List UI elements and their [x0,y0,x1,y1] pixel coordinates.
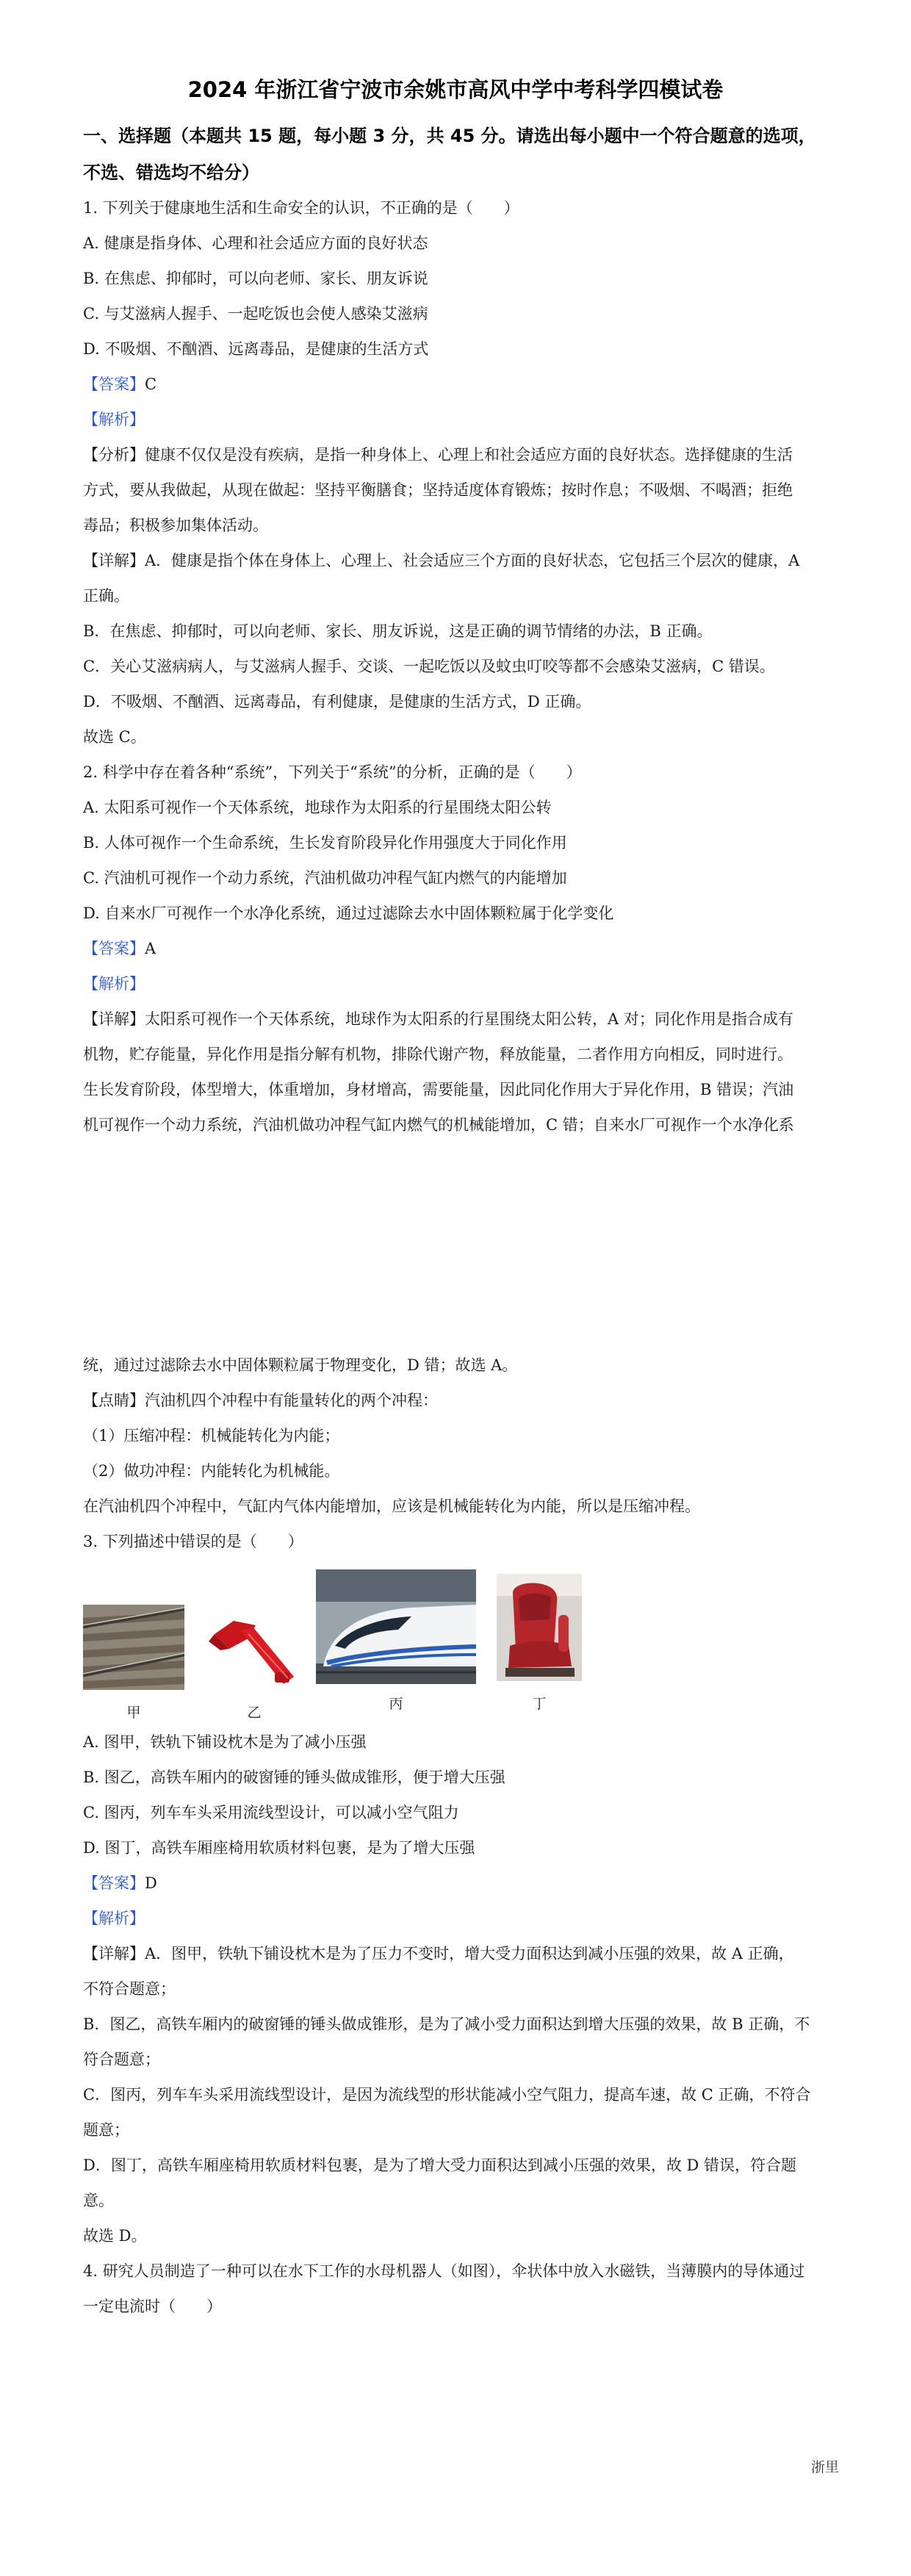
answer-value: D [145,1874,157,1892]
q3-stem: 3. 下列描述中错误的是（ ） [83,1533,303,1550]
q1-analysis-line2: 方式，要从我做起，从现在做起：坚持平衡膳食；坚持适度体育锻炼；按时作息；不吸烟、不喝酒；拒绝 [83,481,793,499]
analysis-text: 健康不仅仅是没有疾病，是指一种身体上、心理上和社会适应方面的良好状态。选择健康的生活 [145,446,793,464]
q2-stem: 2. 科学中存在着各种“系统”，下列关于“系统”的分析，正确的是（ ） [83,763,582,781]
q3-detail-line5: C．图丙，列车车头采用流线型设计，是因为流线型的形状能减小空气阻力，提高车速，故 C 正确，不符合 [83,2086,811,2104]
q1-option-c: C. 与艾滋病人握手、一起吃饭也会使人感染艾滋病 [83,305,428,323]
figure-high-speed-train [316,1569,476,1684]
q3-answer [83,1872,840,1894]
q4-stem-line2: 一定电流时（ ） [83,2298,222,2315]
jiexi-tag: 【解析】 [83,975,145,993]
q3-option-c: C. 图丙，列车车头采用流线型设计，可以减小空气阻力 [83,1804,459,1821]
answer-value: A [145,940,156,957]
q2-answer [83,938,840,960]
q2-option-b: B. 人体可视作一个生命系统，生长发育阶段异化作用强度大于同化作用 [83,834,567,852]
q3-option-a: A. 图甲，铁轨下铺设枕木是为了减小压强 [83,1733,367,1751]
q2-dianjing-line4: 在汽油机四个冲程中，气缸内气体内能增加，应该是机械能转化为内能，所以是压缩冲程。 [83,1497,700,1515]
q3-detail-line3: B．图乙，高铁车厢内的破窗锤的锤头做成锥形，是为了减小受力面积达到增大压强的效果，故 B 正确，不 [83,2015,810,2033]
q3-detail-line8: 意。 [83,2192,114,2209]
q1-detail-line5: D．不吸烟、不酗酒、远离毒品，有利健康，是健康的生活方式，D 正确。 [83,693,591,710]
jiexi-tag: 【解析】 [83,1910,145,1927]
q2-detail-line5: 统，通过过滤除去水中固体颗粒属于物理变化，D 错；故选 A。 [83,1356,518,1374]
q1-detail-line3: B．在焦虑、抑郁时，可以向老师、家长、朋友诉说，这是正确的调节情绪的办法，B 正确。 [83,622,713,640]
q3-jiexi [83,1907,840,1929]
figure-label-yi: 乙 [247,1705,262,1721]
q1-option-a: A. 健康是指身体、心理和社会适应方面的良好状态 [83,234,428,252]
q2-dianjing-line2: （1）压缩冲程：机械能转化为内能； [83,1427,340,1444]
q3-conclusion: 故选 D。 [83,2227,147,2245]
dianjing-tag: 【点睛】 [83,1392,145,1409]
q3-detail-line6: 题意； [83,2121,129,2139]
answer-tag: 【答案】 [83,940,145,957]
figure-safety-hammer [204,1605,304,1690]
figure-label-bing: 丙 [389,1696,403,1712]
q2-jiexi [83,973,840,995]
q1-jiexi [83,409,840,431]
q3-detail-line4: 符合题意； [83,2051,160,2068]
answer-tag: 【答案】 [83,375,145,393]
detail-text: 太阳系可视作一个天体系统，地球作为太阳系的行星围绕太阳公转，A 对；同化作用是指合成有 [145,1010,793,1028]
q2-detail-line4: 机可视作一个动力系统，汽油机做功冲程气缸内燃气的机械能增加，C 错；自来水厂可视作一个水净化系 [83,1116,794,1134]
q3-option-d: D. 图丁，高铁车厢座椅用软质材料包裹，是为了增大压强 [83,1839,475,1857]
q2-option-d: D. 自来水厂可视作一个水净化系统，通过过滤除去水中固体颗粒属于化学变化 [83,904,614,922]
q1-detail-line4: C．关心艾滋病病人，与艾滋病人握手、交谈、一起吃饭以及蚊虫叮咬等都不会感染艾滋病，C 错误。 [83,658,775,675]
q1-analysis-line3: 毒品；积极参加集体活动。 [83,517,268,534]
figure-label-jia: 甲 [126,1705,141,1721]
q2-option-a: A. 太阳系可视作一个天体系统，地球作为太阳系的行星围绕太阳公转 [83,799,552,816]
q1-detail-line1 [83,550,840,572]
q2-detail-line2: 机物，贮存能量，异化作用是指分解有机物，排除代谢产物，释放能量，二者作用方向相反，同时进行。 [83,1046,793,1063]
page-footer: 浙里 [810,2459,839,2475]
section-heading-line2: 不选、错选均不给分） [83,162,259,183]
q2-detail-line3: 生长发育阶段，体型增大，体重增加，身材增高，需要能量，因此同化作用大于异化作用，B 错误；汽油 [83,1081,794,1098]
q1-option-d: D. 不吸烟、不酗酒、远离毒品，是健康的生活方式 [83,340,429,358]
detail-text: A．图甲，铁轨下铺设枕木是为了压力不变时，增大受力面积达到减小压强的效果，故 A 正确， [145,1945,794,1962]
q3-option-b: B. 图乙，高铁车厢内的破窗锤的锤头做成锥形，便于增大压强 [83,1769,505,1786]
page-title: 2024 年浙江省宁波市余姚市高风中学中考科学四模试卷 [187,77,724,102]
analysis-tag: 【分析】 [83,446,145,464]
detail-text: A．健康是指个体在身体上、心理上、社会适应三个方面的良好状态，它包括三个层次的健康，A [145,552,800,569]
q2-detail-line1 [83,1008,840,1030]
q2-dianjing-line1 [83,1389,840,1411]
q3-detail-line7: D．图丁，高铁车厢座椅用软质材料包裹，是为了增大受力面积达到减小压强的效果，故 D 错误，符合题 [83,2156,797,2174]
q1-detail-line2: 正确。 [83,587,129,605]
figure-label-ding: 丁 [532,1696,547,1712]
q2-dianjing-line3: （2）做功冲程：内能转化为机械能。 [83,1462,340,1480]
q1-answer [83,373,840,395]
q1-option-b: B. 在焦虑、抑郁时，可以向老师、家长、朋友诉说 [83,270,428,287]
detail-tag: 【详解】 [83,1945,145,1962]
q4-stem-line1: 4. 研究人员制造了一种可以在水下工作的水母机器人（如图），伞状体中放入水磁铁，当薄膜内的导体通过 [83,2262,805,2280]
q2-option-c: C. 汽油机可视作一个动力系统，汽油机做功冲程气缸内燃气的内能增加 [83,869,567,887]
section-heading-line1: 一、选择题（本题共 15 题，每小题 3 分，共 45 分。请选出每小题中一个符合题意的选项， [83,126,816,146]
figure-railway-track [83,1605,184,1690]
q3-detail-line2: 不符合题意； [83,1980,176,1998]
q1-analysis-line1 [83,444,840,466]
answer-value: C [145,375,157,393]
dianjing-text: 汽油机四个冲程中有能量转化的两个冲程： [145,1392,438,1409]
answer-tag: 【答案】 [83,1874,145,1892]
detail-tag: 【详解】 [83,1010,145,1028]
q1-conclusion: 故选 C。 [83,728,146,746]
q3-detail-line1 [83,1943,840,1965]
detail-tag: 【详解】 [83,552,145,569]
jiexi-tag: 【解析】 [83,411,145,428]
figure-train-seat [497,1574,582,1681]
q1-stem: 1. 下列关于健康地生活和生命安全的认识，不正确的是（ ） [83,199,519,217]
